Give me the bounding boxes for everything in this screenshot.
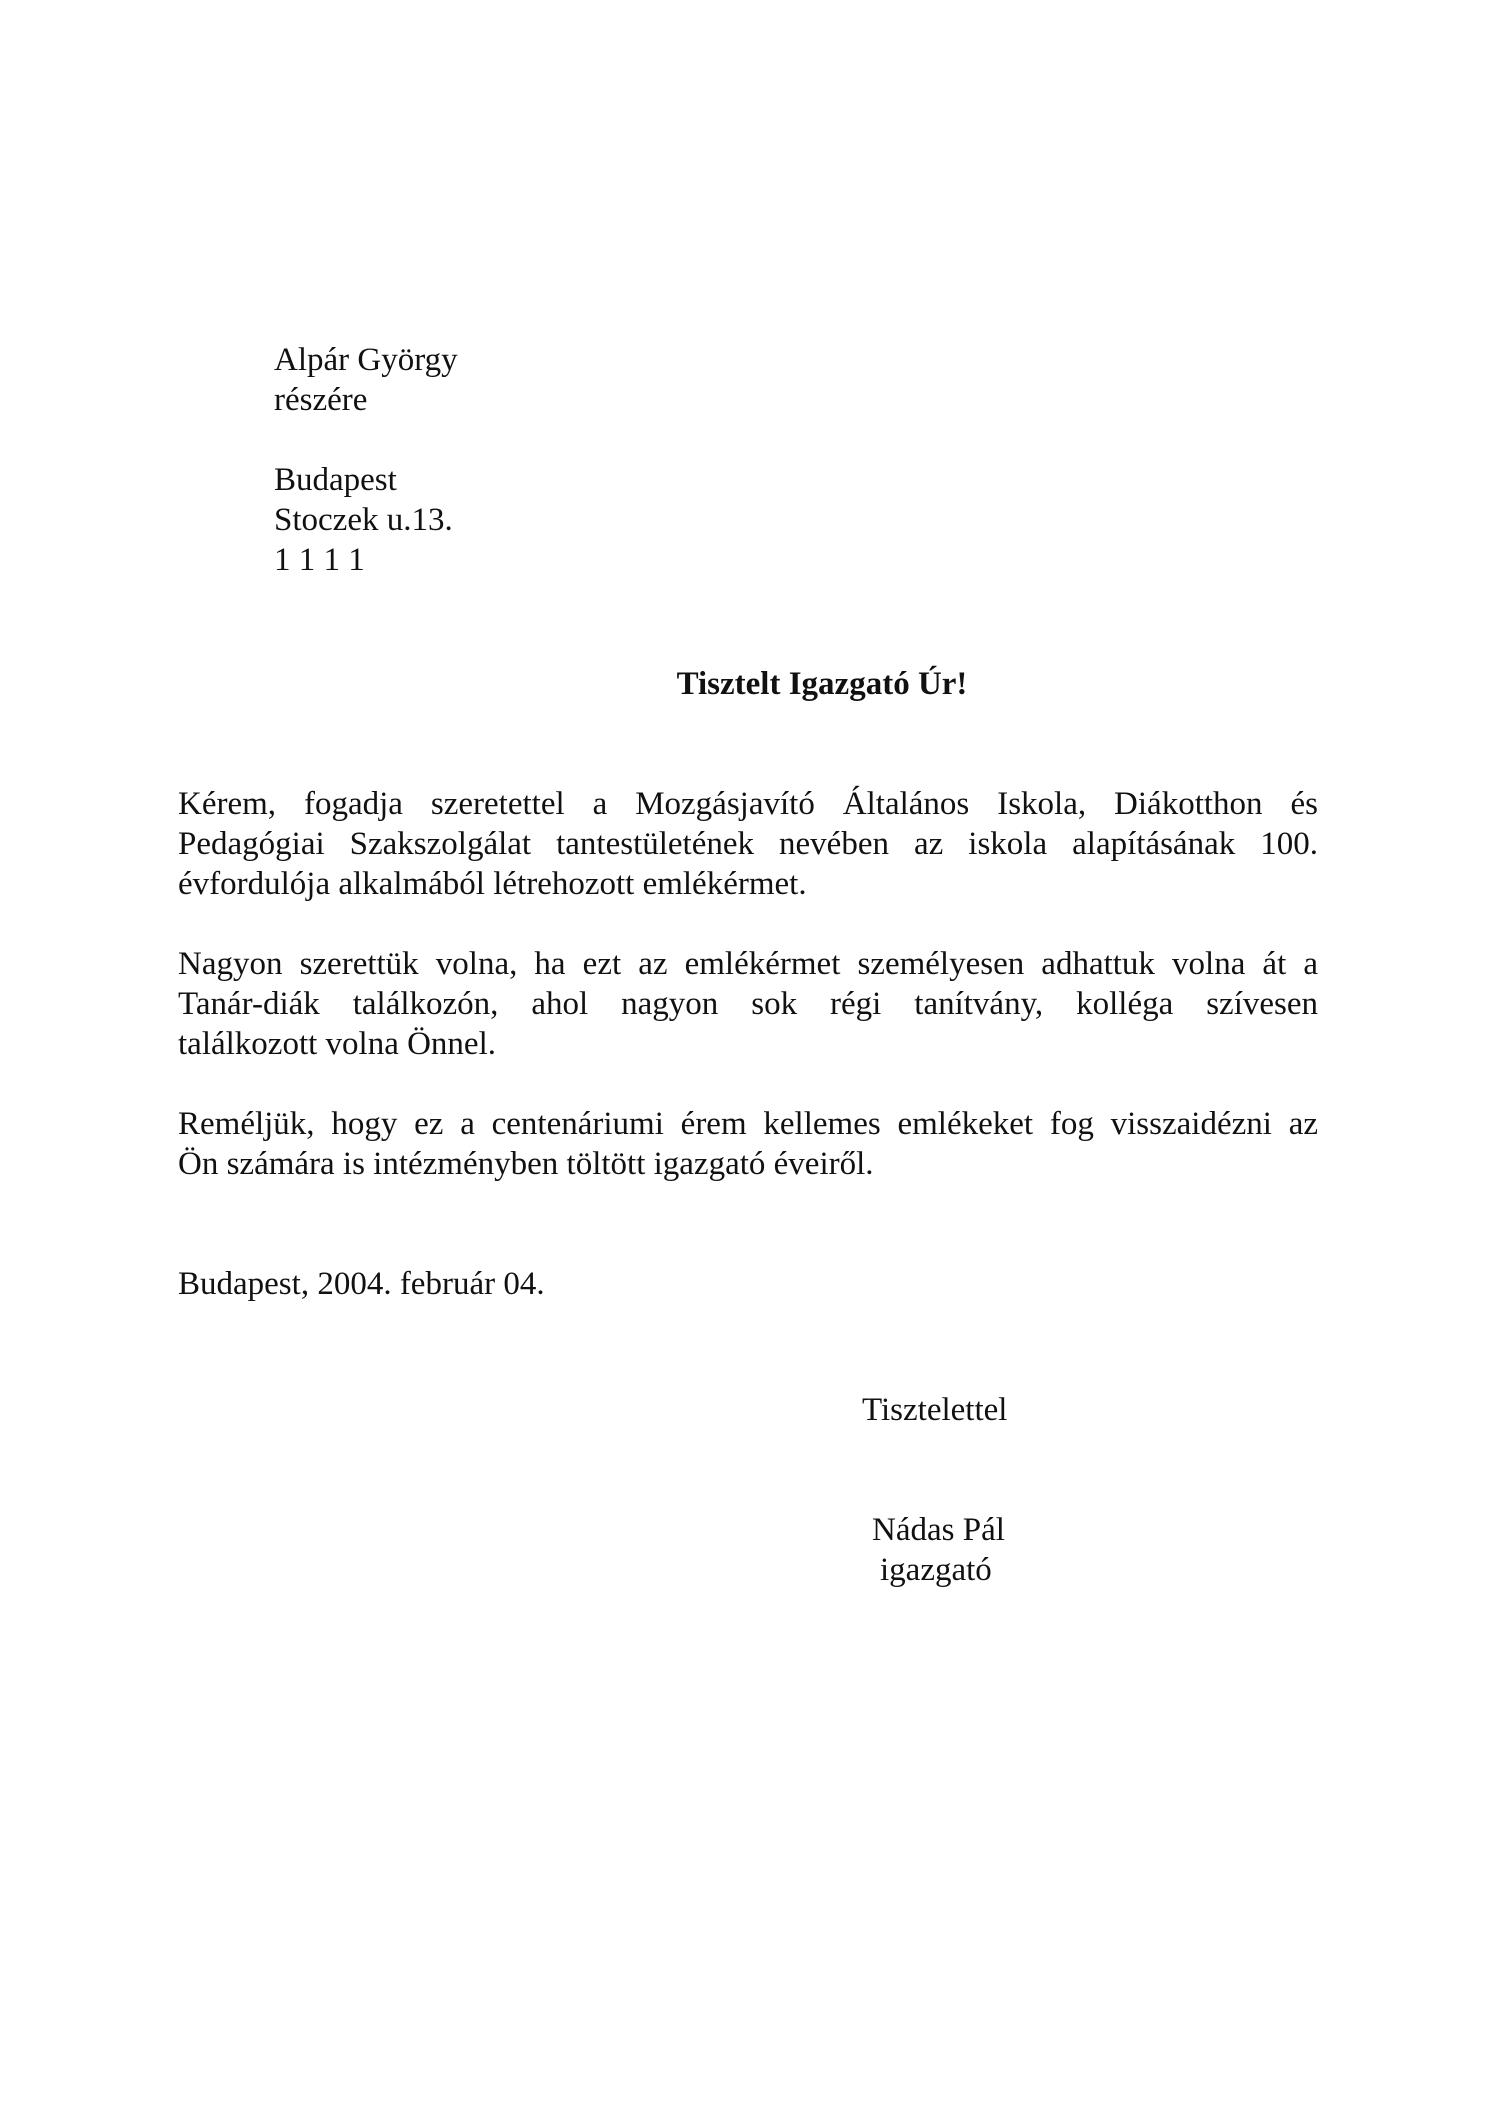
paragraph-line: Pedagógiai Szakszolgálat tantestületének nevében az iskola alapításának 100.	[178, 826, 1318, 862]
paragraph-line: Kérem, fogadja szeretettel a Mozgásjavító Általános Iskola, Diákotthon és	[178, 786, 1318, 822]
body-paragraph-1	[178, 784, 1318, 904]
recipient-name: Alpár György	[274, 342, 458, 378]
closing: Tisztelettel	[862, 1392, 1008, 1428]
recipient-city: Budapest	[274, 462, 397, 498]
recipient-zip: 1 1 1 1	[274, 542, 365, 578]
body-paragraph-2	[178, 944, 1318, 1064]
signer-name: Nádas Pál	[872, 1512, 1005, 1548]
paragraph-line: Tanár-diák találkozón, ahol nagyon sok régi tanítvány, kolléga szívesen	[178, 986, 1318, 1022]
signer-title: igazgató	[880, 1552, 992, 1588]
paragraph-line: évfordulója alkalmából létrehozott emlékérmet.	[178, 866, 807, 902]
recipient-for: részére	[274, 382, 368, 418]
salutation: Tisztelt Igazgató Úr!	[676, 666, 968, 702]
recipient-street: Stoczek u.13.	[274, 502, 453, 538]
paragraph-line: Nagyon szerettük volna, ha ezt az emlékérmet személyesen adhattuk volna át a	[178, 946, 1318, 982]
paragraph-line: találkozott volna Önnel.	[178, 1026, 496, 1062]
paragraph-line: Ön számára is intézményben töltött igazgató éveiről.	[178, 1146, 874, 1182]
date-line: Budapest, 2004. február 04.	[178, 1266, 545, 1302]
body-paragraph-3	[178, 1104, 1318, 1184]
paragraph-line: Reméljük, hogy ez a centenáriumi érem kellemes emlékeket fog visszaidézni az	[178, 1106, 1318, 1142]
